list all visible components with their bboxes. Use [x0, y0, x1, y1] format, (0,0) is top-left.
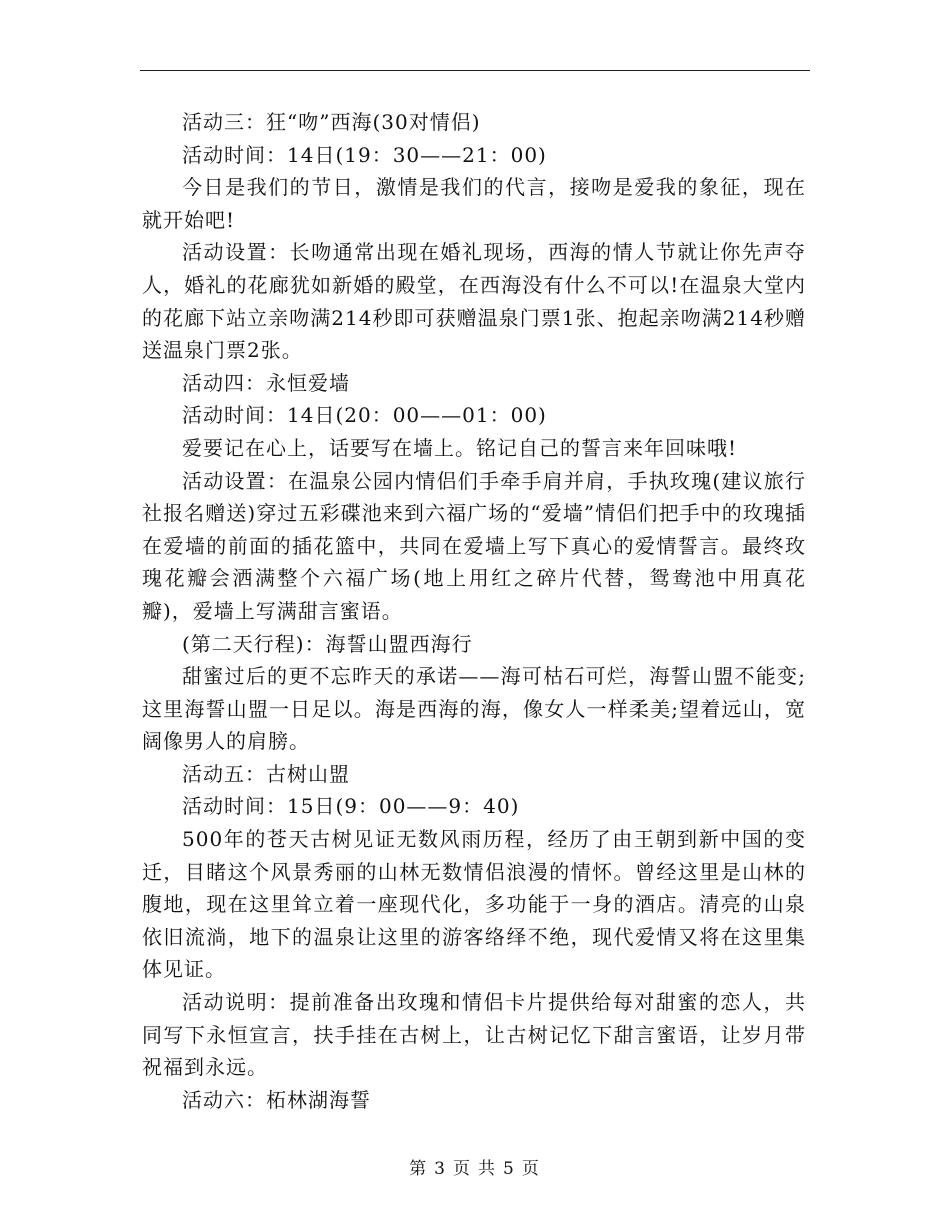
footer-page-word: 页	[453, 1159, 472, 1179]
paragraph-day-2-title: (第二天行程)：海誓山盟西海行	[182, 631, 473, 656]
footer-total-word: 共	[478, 1159, 497, 1179]
header-rule	[140, 70, 810, 71]
paragraph-activity-5-note: 活动说明：提前准备出玫瑰和情侣卡片提供给每对甜蜜的恋人，共同写下永恒宣言，扶手挂在古树上，让古树记忆下甜言蜜语，让岁月带祝福到永远。	[142, 990, 806, 1080]
paragraph-activity-4-time: 活动时间：14日(20：00——01：00)	[182, 403, 547, 428]
paragraph-activity-4-intro: 爱要记在心上，话要写在墙上。铭记自己的誓言来年回味哦!	[182, 435, 738, 460]
footer-suffix: 页	[521, 1159, 541, 1179]
footer-prefix: 第	[409, 1159, 429, 1179]
paragraph-activity-5-intro: 500年的苍天古树见证无数风雨历程，经历了由王朝到新中国的变迁，目睹这个风景秀丽的山林无数情侣浪漫的情怀。曾经这里是山林的腹地，现在这里耸立着一座现代化，多功能于一身的酒店。清亮的山泉依旧流淌，地下的温泉让这里的游客络绎不绝，现代爱情又将在这里集体见证。	[142, 827, 806, 982]
paragraph-activity-4-setup: 活动设置：在温泉公园内情侣们手牵手肩并肩，手执玫瑰(建议旅行社报名赠送)穿过五彩碟池来到六福广场的“爱墙”情侣们把手中的玫瑰插在爱墙的前面的插花篮中，共同在爱墙上写下真心的爱情誓言。最终玫瑰花瓣会洒满整个六福广场(地上用红之碎片代替，鸳鸯池中用真花瓣)，爱墙上写满甜言蜜语。	[142, 468, 806, 623]
paragraph-activity-5-time: 活动时间：15日(9：00——9：40)	[182, 794, 520, 819]
footer-current-page: 3	[434, 1159, 447, 1179]
paragraph-activity-6-title: 活动六：柘林湖海誓	[182, 1087, 371, 1112]
footer-total-pages: 5	[503, 1159, 516, 1179]
paragraph-activity-3-time: 活动时间：14日(19：30——21：00)	[182, 142, 547, 167]
paragraph-activity-3-intro: 今日是我们的节日，激情是我们的代言，接吻是爱我的象征，现在就开始吧!	[142, 175, 806, 232]
document-body	[142, 106, 806, 1116]
paragraph-activity-5-title: 活动五：古树山盟	[182, 761, 350, 786]
paragraph-activity-3-title: 活动三：狂“吻”西海(30对情侣)	[182, 110, 481, 134]
page-footer	[0, 1154, 950, 1179]
paragraph-activity-4-title: 活动四：永恒爱墙	[182, 370, 350, 395]
paragraph-day-2-intro: 甜蜜过后的更不忘昨天的承诺——海可枯石可烂，海誓山盟不能变;这里海誓山盟一日足以。海是西海的海，像女人一样柔美;望着远山，宽阔像男人的肩膀。	[142, 664, 806, 754]
paragraph-activity-3-setup: 活动设置：长吻通常出现在婚礼现场，西海的情人节就让你先声夺人，婚礼的花廊犹如新婚的殿堂，在西海没有什么不可以!在温泉大堂内的花廊下站立亲吻满214秒即可获赠温泉门票1张、抱起亲吻满214秒赠送温泉门票2张。	[142, 240, 806, 363]
